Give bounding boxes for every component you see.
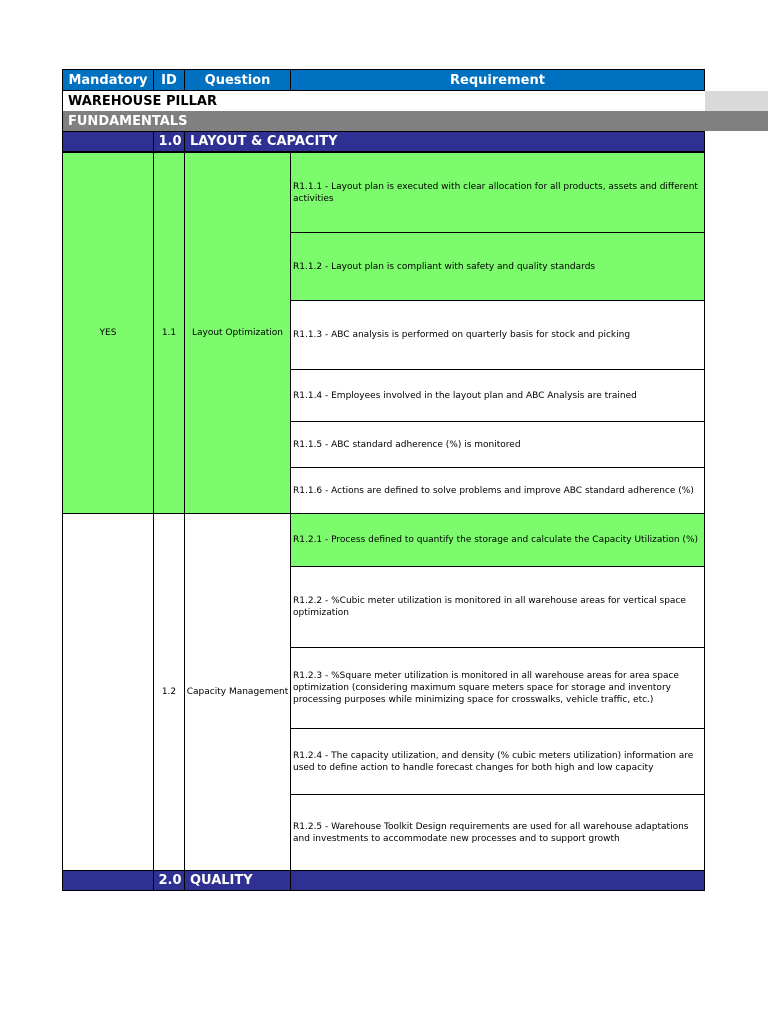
requirement-cell: R1.1.4 - Employees involved in the layout plan and ABC Analysis are trained: [290, 369, 705, 422]
section-title: LAYOUT & CAPACITY: [190, 134, 338, 149]
requirement-cell: R1.1.1 - Layout plan is executed with clear allocation for all products, assets and different activities: [290, 152, 705, 233]
section-title: QUALITY: [190, 873, 253, 888]
requirement-cell: R1.2.5 - Warehouse Toolkit Design requirements are used for all warehouse adaptations and investments to accommodate new processes and to support growth: [290, 794, 705, 871]
requirement-cell: R1.1.6 - Actions are defined to solve problems and improve ABC standard adherence (%): [290, 467, 705, 514]
pillar-title: WAREHOUSE PILLAR: [62, 91, 768, 111]
section-row-quality: [62, 870, 705, 891]
fundamentals-title: FUNDAMENTALS: [62, 111, 768, 131]
question-cell: Capacity Management: [184, 513, 291, 871]
requirement-cell: R1.2.2 - %Cubic meter utilization is monitored in all warehouse areas for vertical space optimization: [290, 566, 705, 648]
question-cell: Layout Optimization: [184, 152, 291, 514]
header-id: ID: [153, 69, 184, 91]
header-question: Question: [184, 69, 290, 91]
requirement-cell: R1.2.4 - The capacity utilization, and density (% cubic meters utilization) information are used to define action to handle forecast changes for both high and low capacity: [290, 728, 705, 795]
requirement-cell: R1.1.5 - ABC standard adherence (%) is monitored: [290, 421, 705, 468]
header-requirement: Requirement: [290, 69, 705, 91]
section-row-layout-capacity: [62, 131, 705, 152]
requirement-cell: R1.1.2 - Layout plan is compliant with safety and quality standards: [290, 232, 705, 301]
requirement-cell: R1.1.3 - ABC analysis is performed on quarterly basis for stock and picking: [290, 300, 705, 370]
requirement-cell: R1.2.3 - %Square meter utilization is monitored in all warehouse areas for area space optimization (considering maximum square meters space for storage and inventory processing purposes while minimizing space for crosswalks, vehicle traffic, etc.): [290, 647, 705, 729]
mandatory-cell: [62, 513, 154, 871]
mandatory-cell: YES: [62, 152, 154, 514]
header-mandatory: Mandatory: [62, 69, 153, 91]
id-cell: 1.2: [153, 513, 185, 871]
id-cell: 1.1: [153, 152, 185, 514]
section-number: 2.0: [158, 873, 182, 888]
requirement-cell: R1.2.1 - Process defined to quantify the storage and calculate the Capacity Utilization (%): [290, 513, 705, 567]
section-number: 1.0: [158, 134, 182, 149]
